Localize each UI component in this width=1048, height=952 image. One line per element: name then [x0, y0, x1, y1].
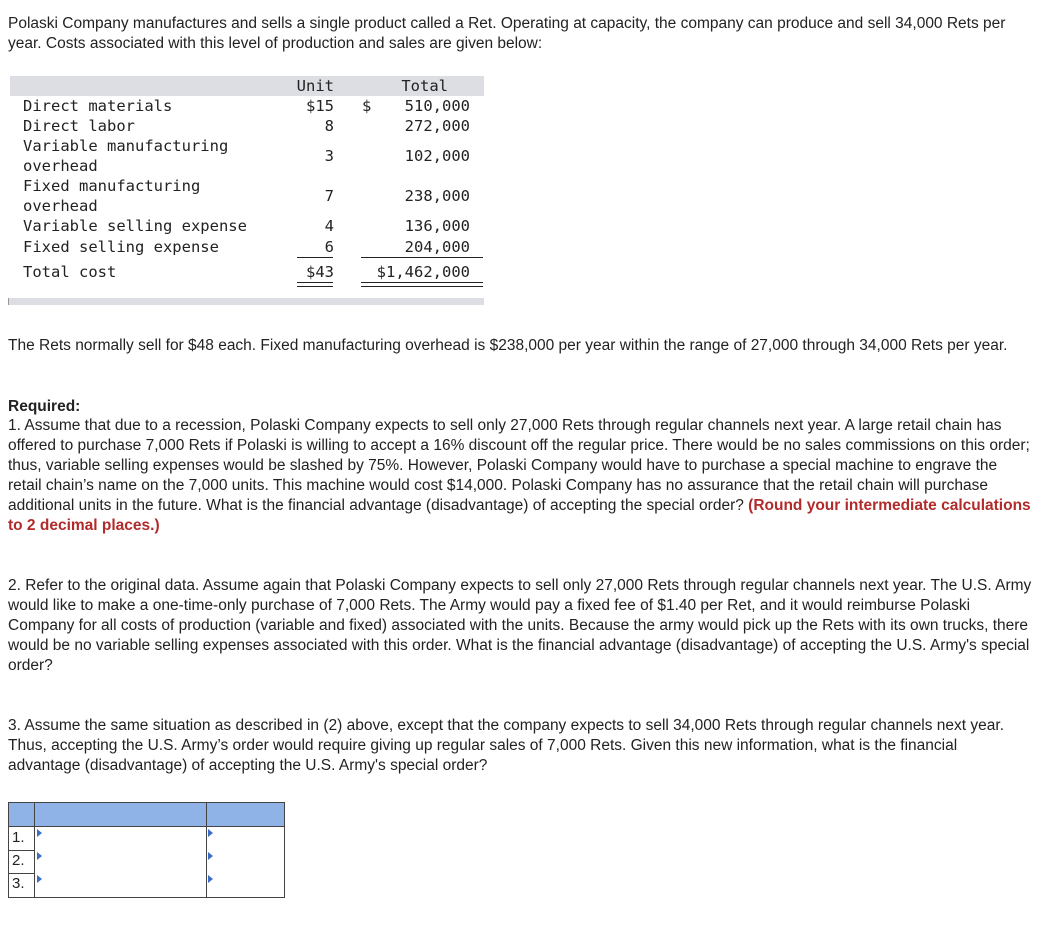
- intro-paragraph: Polaski Company manufactures and sells a single product called a Ret. Operating at capacity, the company can produce and sell 34,000 Rets per year. Costs associated with this level of production and sales are given below:: [8, 15, 1006, 52]
- row-label: Variable manufacturing overhead: [23, 137, 229, 175]
- row-total: 510,000: [404, 97, 470, 115]
- row-dollar-sign: $: [362, 97, 372, 115]
- answer-row-1: [9, 827, 284, 850]
- row-label: Direct materials: [23, 97, 173, 115]
- row-unit: 6: [324, 238, 334, 256]
- row-unit: $15: [306, 97, 334, 115]
- row-unit: $43: [306, 263, 334, 281]
- total-underline: [361, 257, 483, 258]
- answer-dropdown-3[interactable]: [35, 873, 206, 896]
- row-total: 102,000: [404, 147, 470, 165]
- answer-row-number: 1.: [12, 829, 25, 846]
- row-label: Direct labor: [23, 117, 135, 135]
- row-total: 136,000: [404, 217, 470, 235]
- dropdown-indicator-icon: [37, 875, 42, 883]
- cost-table-footer-bar: [8, 298, 484, 305]
- dropdown-indicator-icon: [208, 875, 213, 883]
- answer-row-number: 2.: [12, 852, 25, 869]
- answer-dropdown-2[interactable]: [35, 850, 206, 873]
- header-total: Total: [401, 77, 448, 95]
- row-total: $1,462,000: [376, 263, 470, 281]
- dropdown-indicator-icon: [37, 829, 42, 837]
- row-unit: 4: [324, 217, 334, 235]
- question-1: [8, 416, 1033, 536]
- row-total: 238,000: [404, 187, 470, 205]
- row-label: Total cost: [23, 263, 117, 281]
- cost-table-header: [10, 76, 484, 96]
- dropdown-indicator-icon: [208, 829, 213, 837]
- row-label: Fixed manufacturing overhead: [23, 177, 201, 215]
- required-heading: Required:: [8, 398, 81, 415]
- dropdown-indicator-icon: [37, 852, 42, 860]
- answer-row-3: [9, 873, 284, 896]
- dropdown-indicator-icon: [208, 852, 213, 860]
- row-unit: 7: [324, 187, 334, 205]
- question-3: 3. Assume the same situation as described in (2) above, except that the company expects to sell 34,000 Rets through regular channels next year. Thus, accepting the U.S. Army’s order would require giving up regular sales of 7,000 Rets. Given this new information, what is the financial advantage (disadvantage) of accepting the U.S. Army's special order?: [8, 717, 1005, 774]
- row-label: Variable selling expense: [23, 217, 247, 235]
- answer-input-3[interactable]: [207, 873, 284, 896]
- selling-price-paragraph: The Rets normally sell for $48 each. Fixed manufacturing overhead is $238,000 per year within the range of 27,000 through 34,000 Rets per year.: [8, 337, 1008, 354]
- row-total: 204,000: [404, 238, 470, 256]
- row-unit: 3: [324, 147, 334, 165]
- header-unit: Unit: [296, 77, 334, 95]
- answer-input-2[interactable]: [207, 850, 284, 873]
- total-double-underline: [361, 282, 483, 287]
- unit-double-underline: [297, 282, 333, 287]
- row-total: 272,000: [404, 117, 470, 135]
- answer-grid: [8, 802, 285, 898]
- row-unit: 8: [324, 117, 334, 135]
- unit-underline: [297, 257, 333, 258]
- answer-grid-header: [9, 803, 284, 827]
- row-label: Fixed selling expense: [23, 238, 219, 256]
- question-1-rounding-note: (Round your intermediate calculations to 2 decimal places.): [8, 497, 1031, 534]
- answer-row-2: [9, 850, 284, 873]
- question-2: 2. Refer to the original data. Assume again that Polaski Company expects to sell only 27,000 Rets through regular channels next year. The U.S. Army would like to make a one-time-only purchase of 7,000 Rets. The Army would pay a fixed fee of $1.40 per Ret, and it would reimburse Polaski Company for all costs of production (variable and fixed) associated with the units. Because the army would pick up the Rets with its own trucks, there would be no variable selling expenses associated with this order. What is the financial advantage (disadvantage) of accepting the U.S. Army's special order?: [8, 577, 1032, 674]
- answer-row-number: 3.: [12, 875, 25, 892]
- question-1-text: 1. Assume that due to a recession, Polaski Company expects to sell only 27,000 Rets through regular channels next year. A large retail chain has offered to purchase 7,000 Rets if Polaski is willing to accept a 16% discount off the regular price. There would be no sales commissions on this order; thus, variable selling expenses would be slashed by 75%. However, Polaski Company would have to purchase a special machine to engrave the retail chain’s name on the 7,000 units. This machine would cost $14,000. Polaski Company has no assurance that the retail chain will purchase additional units in the future. What is the financial advantage (disadvantage) of accepting the special order?: [8, 417, 1030, 514]
- answer-input-1[interactable]: [207, 827, 284, 850]
- answer-dropdown-1[interactable]: [35, 827, 206, 850]
